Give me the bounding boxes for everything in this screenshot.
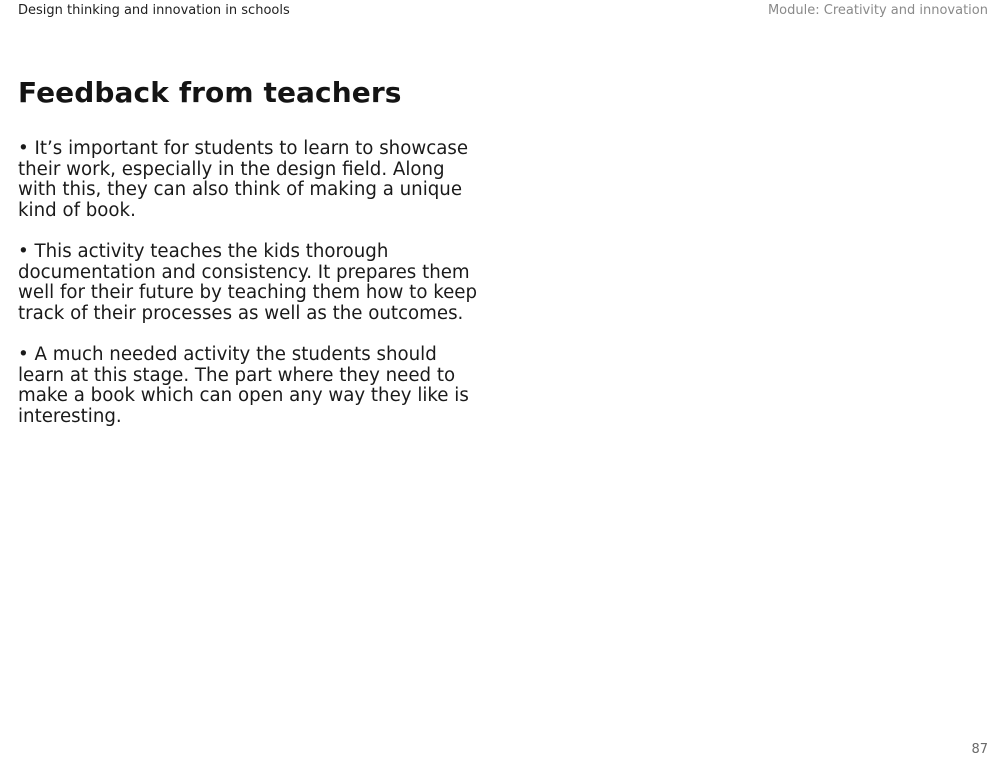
course-title: Design thinking and innovation in schools (18, 3, 290, 18)
page-title: Feedback from teachers (18, 76, 402, 109)
feedback-item (18, 345, 488, 427)
bullet-icon: • (18, 138, 29, 159)
feedback-text: A much needed activity the students should learn at this stage. The part where they need to make a book which can open any way they like is interesting. (18, 343, 469, 427)
page-number: 87 (971, 742, 988, 757)
bullet-icon: • (18, 240, 29, 262)
feedback-list (18, 139, 488, 448)
bullet-icon: • (18, 343, 29, 365)
feedback-item (18, 139, 488, 221)
feedback-item (18, 242, 488, 324)
feedback-text: It’s important for students to learn to showcase their work, especially in the design field. Along with this, they can also think of making a unique kind of book. (18, 138, 469, 221)
feedback-text: This activity teaches the kids thorough documentation and consistency. It prepares them well for their future by teaching them how to keep track of their processes as well as the outcomes. (18, 240, 478, 324)
module-label: Module: Creativity and innovation (767, 3, 988, 18)
